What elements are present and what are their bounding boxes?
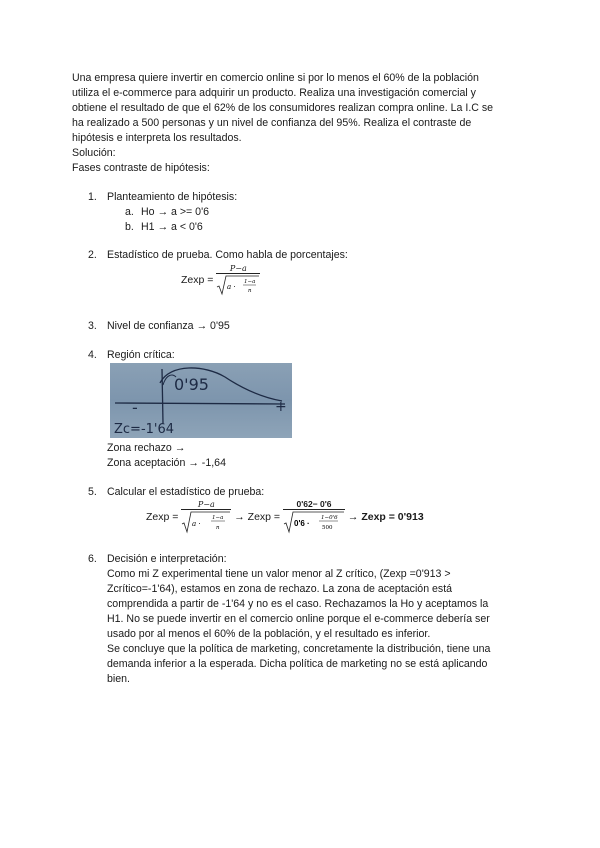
svg-text:-: - xyxy=(132,398,138,417)
test-statistic-formula: Zexp = P−a a · 1−a n xyxy=(181,264,260,296)
rejection-zone: Zona rechazo → xyxy=(107,442,186,454)
computed-statistic-formula: Zexp = P−a a · 1−a n → Zexp = 0'62− 0'6 0'6 · 1−0'6 500 → Zexp = 0'913 xyxy=(146,500,424,534)
svg-text:+: + xyxy=(275,399,287,415)
acceptance-zone: Zona aceptación → -1,64 xyxy=(107,457,226,469)
svg-text:1−a: 1−a xyxy=(212,515,224,521)
step-number: 6. xyxy=(88,553,97,565)
critical-region-sketch xyxy=(110,363,292,438)
step-number: 2. xyxy=(88,249,97,261)
intro-line-5: hipótesis e interpreta los resultados. xyxy=(72,132,242,144)
step-title: Nivel de confianza → 0'95 xyxy=(107,320,230,332)
handwritten-curve-image xyxy=(110,363,292,438)
step-title: Estadístico de prueba. Como habla de porcentajes: xyxy=(107,249,348,261)
step-number: 4. xyxy=(88,349,97,361)
hypothesis-a: a. Ho → a >= 0'6 xyxy=(125,206,209,218)
hypothesis-b: b. H1 → a < 0'6 xyxy=(125,221,203,233)
solution-heading: Solución: xyxy=(72,147,116,159)
svg-text:0'6 ·: 0'6 · xyxy=(294,519,310,528)
sqrt-symbol xyxy=(181,510,231,534)
step-title: Planteamiento de hipótesis: xyxy=(107,191,238,203)
intro-line-2: utiliza el e-commerce para adquirir un producto. Realiza una investigación comercial y xyxy=(72,87,476,99)
phases-heading: Fases contraste de hipótesis: xyxy=(72,162,210,174)
svg-text:a ·: a · xyxy=(192,520,201,528)
intro-line-4: ha realizado a 500 personas y un nivel de confianza del 95%. Realiza el contraste de xyxy=(72,117,472,129)
svg-text:a ·: a · xyxy=(227,283,236,291)
intro-line-3: obtiene el resultado de que el 62% de los consumidores realizan compra online. La I.C se xyxy=(72,102,494,114)
zexp-result: → Zexp = 0'913 xyxy=(347,510,424,523)
step-title: Región crítica: xyxy=(107,349,175,361)
svg-text:0'95: 0'95 xyxy=(174,375,209,394)
sqrt-symbol xyxy=(283,510,345,534)
intro-line-1: Una empresa quiere invertir en comercio online si por lo menos el 60% de la población xyxy=(72,72,479,84)
svg-text:Zc=-1'64: Zc=-1'64 xyxy=(114,422,175,437)
svg-text:500: 500 xyxy=(322,525,333,531)
problem-statement xyxy=(72,71,532,176)
svg-text:1−a: 1−a xyxy=(244,279,256,285)
svg-text:n: n xyxy=(216,525,220,531)
sqrt-symbol xyxy=(216,274,260,296)
svg-text:1−0'6: 1−0'6 xyxy=(321,515,338,521)
step-title: Decisión e interpretación: xyxy=(107,553,227,565)
step-number: 5. xyxy=(88,486,97,498)
svg-text:n: n xyxy=(248,288,252,294)
decision-text: Como mi Z experimental tiene un valor menor al Z crítico, (Zexp =0'913 > Zcrítico=-1'64), estamos en zona de rechazo. La zona de aceptación está comprendida a partir de -1'64 y no es el caso. Rechazamos la Ho y aceptamos la H1. No se puede invertir en el comercio online porque el e-commerce debería ser usado por al menos el 60% de la población, y el resultado es inferior. Se concluye que la política de marketing, concretamente la distribución, tiene una demanda inferior a la esperada. Dicha política de marketing no se está aplicando bien. xyxy=(107,568,491,685)
step-title: Calcular el estadístico de prueba: xyxy=(107,486,265,498)
step-number: 1. xyxy=(88,191,97,203)
step-number: 3. xyxy=(88,320,97,332)
